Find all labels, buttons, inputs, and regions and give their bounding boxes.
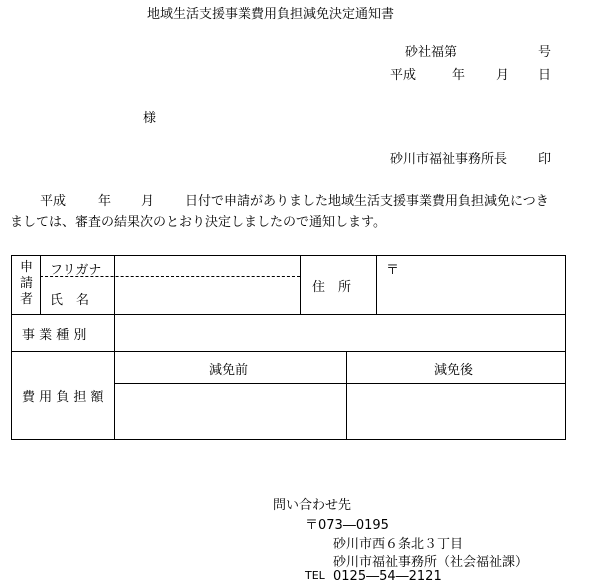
recipient-suffix: 様 [143,111,157,126]
applicant-label [20,260,33,308]
col-divider-before-after [346,351,347,439]
after-amount-field[interactable] [348,386,562,436]
body-year: 年 [98,194,112,209]
contact-address: 砂川市西６条北３丁目 [333,537,464,552]
col-divider-name [300,256,301,314]
before-amount-field[interactable] [116,386,344,436]
document-title: 地域生活支援事業費用負担減免決定通知書 [147,7,395,22]
seal-mark: 印 [538,152,552,167]
service-type-field[interactable] [116,316,562,348]
furigana-label: フリガナ [50,263,102,278]
body-month: 月 [141,194,155,209]
after-label: 減免後 [434,363,474,378]
row-divider-3 [114,383,565,384]
furigana-field[interactable] [112,258,298,274]
service-type-label: 事 業 種 別 [22,328,87,343]
contact-tel: 0125―54―2121 [333,569,442,584]
date-year: 年 [452,68,466,83]
applicant-char-2: 請 [20,276,34,291]
col-divider-address [376,256,377,314]
contact-zip: 〒073―0195 [305,518,389,533]
row-divider-1 [12,314,565,315]
date-era: 平成 [390,68,417,83]
postal-mark: 〒 [386,263,400,278]
applicant-char-1: 申 [20,260,34,275]
row-divider-2 [12,351,565,352]
cost-label: 費 用 負 担 額 [22,390,104,405]
doc-number-label: 砂社福第 [405,45,458,60]
before-label: 減免前 [209,363,249,378]
doc-number-suffix: 号 [538,45,552,60]
contact-heading: 問い合わせ先 [273,498,352,513]
col-divider-label [114,256,115,439]
address-field[interactable] [392,274,562,310]
body-era: 平成 [40,194,67,209]
body-line-2: ましては、審査の結果次のとおり決定しましたので通知します。 [10,215,386,230]
applicant-char-3: 者 [20,292,34,307]
date-day: 日 [538,68,552,83]
col-divider-applicant [40,256,41,314]
contact-office: 砂川市福祉事務所（社会福祉課） [333,555,529,570]
issuer-name: 砂川市福祉事務所長 [390,152,508,167]
name-field[interactable] [116,280,298,310]
name-label: 氏 名 [50,293,90,308]
address-label: 住 所 [312,280,352,295]
contact-tel-label: TEL [305,569,325,582]
decision-form-table [11,255,566,440]
date-month: 月 [496,68,510,83]
body-line-1-text: 日付で申請がありました地域生活支援事業費用負担減免につき [185,194,549,209]
